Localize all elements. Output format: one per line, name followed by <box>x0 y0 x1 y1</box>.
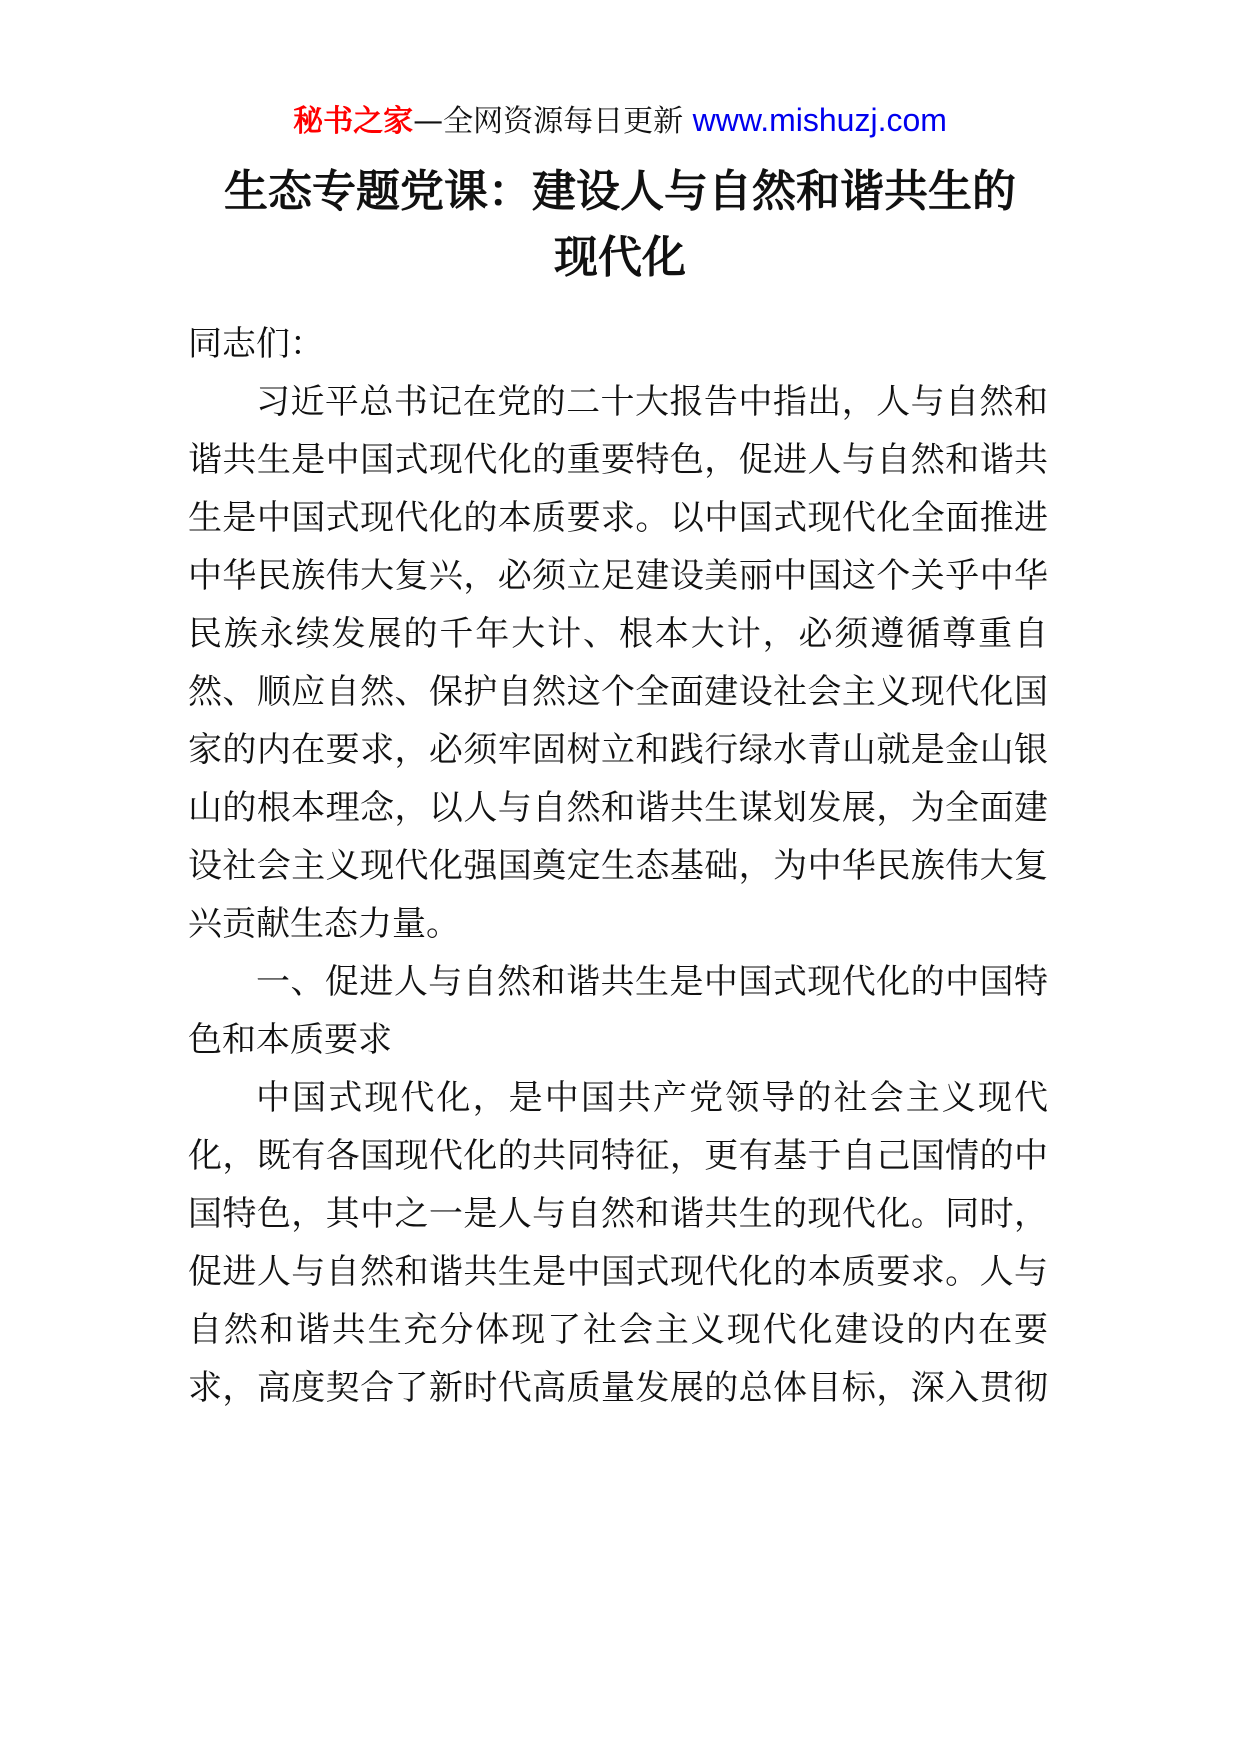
paragraph-line: 谐共生是中国式现代化的重要特色，促进人与自然和谐共 <box>188 440 1048 480</box>
site-header <box>0 98 1240 144</box>
paragraph-line: 求，高度契合了新时代高质量发展的总体目标，深入贯彻 <box>188 1368 1048 1408</box>
paragraph-line: 促进人与自然和谐共生是中国式现代化的本质要求。人与 <box>188 1252 1048 1292</box>
paragraph-line: 化，既有各国现代化的共同特征，更有基于自己国情的中 <box>188 1136 1048 1176</box>
header-slogan: —全网资源每日更新 <box>413 104 693 139</box>
paragraph-line: 自然和谐共生充分体现了社会主义现代化建设的内在要 <box>188 1310 1048 1350</box>
brand-name: 秘书之家 <box>293 104 414 139</box>
paragraph-line: 然、顺应自然、保护自然这个全面建设社会主义现代化国 <box>188 672 1048 712</box>
paragraph-line: 中国式现代化，是中国共产党领导的社会主义现代 <box>256 1078 1048 1118</box>
salutation: 同志们： <box>188 324 324 364</box>
paragraph-line: 生是中国式现代化的本质要求。以中国式现代化全面推进 <box>188 498 1048 538</box>
site-url-link[interactable]: www.mishuzj.com <box>692 102 947 138</box>
document-title-line-1: 生态专题党课：建设人与自然和谐共生的 <box>224 166 1016 217</box>
section-heading-line: 一、促进人与自然和谐共生是中国式现代化的中国特 <box>256 962 1048 1002</box>
paragraph-line: 家的内在要求，必须牢固树立和践行绿水青山就是金山银 <box>188 730 1048 770</box>
paragraph-line: 兴贡献生态力量。 <box>188 904 460 944</box>
paragraph-line: 山的根本理念，以人与自然和谐共生谋划发展，为全面建 <box>188 788 1048 828</box>
paragraph-line: 习近平总书记在党的二十大报告中指出，人与自然和 <box>256 382 1048 422</box>
paragraph-line: 民族永续发展的千年大计、根本大计，必须遵循尊重自 <box>188 614 1048 654</box>
paragraph-line: 设社会主义现代化强国奠定生态基础，为中华民族伟大复 <box>188 846 1048 886</box>
section-heading-line: 色和本质要求 <box>188 1020 392 1060</box>
paragraph-line: 国特色，其中之一是人与自然和谐共生的现代化。同时， <box>188 1194 1048 1234</box>
paragraph-line: 中华民族伟大复兴，必须立足建设美丽中国这个关乎中华 <box>188 556 1048 596</box>
document-title-line-2: 现代化 <box>554 232 686 283</box>
